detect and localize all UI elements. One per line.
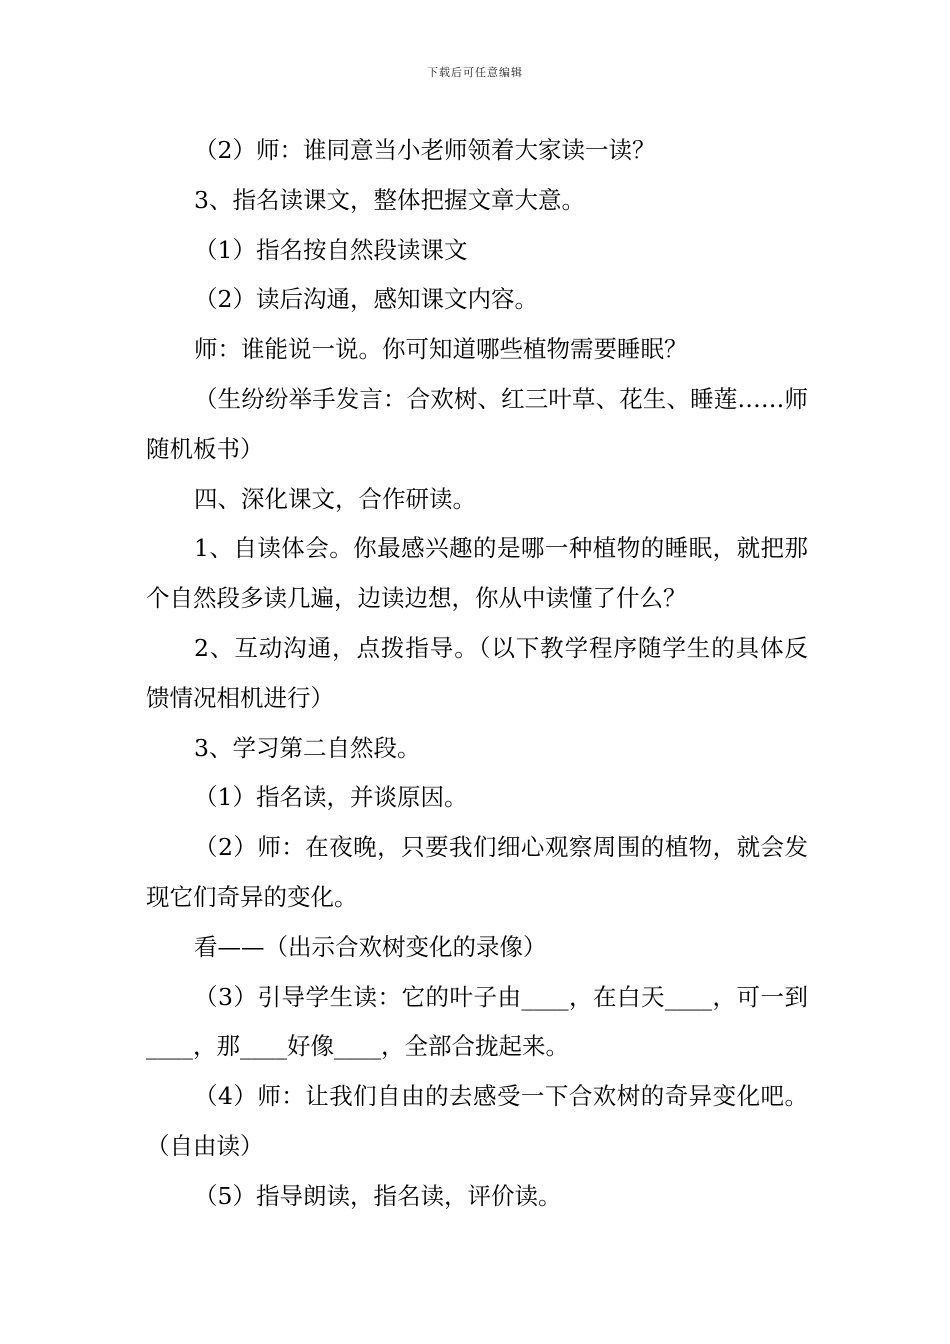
- paragraph: （2）读后沟通，感知课文内容。: [194, 285, 538, 314]
- paragraph: 3、学习第二自然段。: [194, 733, 421, 762]
- page-header: 下载后可任意编辑: [427, 66, 523, 79]
- paragraph: 3、指名读课文，整体把握文章大意。: [194, 185, 585, 214]
- document-body: [146, 126, 808, 1222]
- paragraph: （1）指名按自然段读课文: [194, 235, 468, 264]
- paragraph: （4）师：让我们自由的去感受一下合欢树的奇异变化吧。（自由读）: [146, 1082, 808, 1160]
- section-heading: 四、深化课文，合作研读。: [194, 484, 476, 513]
- paragraph: 2、互动沟通，点拨指导。（以下教学程序随学生的具体反馈情况相机进行）: [146, 633, 808, 712]
- paragraph: （1）指名读，并谈原因。: [194, 783, 468, 812]
- paragraph: （2）师：在夜晚，只要我们细心观察周围的植物，就会发现它们奇异的变化。: [146, 833, 808, 911]
- paragraph: 1、自读体会。你最感兴趣的是哪一种植物的睡眠，就把那个自然段多读几遍，边读边想，你从中读懂了什么？: [146, 534, 808, 613]
- paragraph: （3）引导学生读：它的叶子由____，在白天____，可一到____，那____好像____，全部合拢起来。: [146, 982, 808, 1061]
- paragraph: 看——（出示合欢树变化的录像）: [194, 932, 547, 961]
- paragraph: （5）指导朗读，指名读，评价读。: [194, 1181, 562, 1210]
- paragraph: 师：谁能说一说。你可知道哪些植物需要睡眠？: [194, 335, 688, 364]
- paragraph: （2）师：谁同意当小老师领着大家读一读？: [194, 136, 656, 164]
- paragraph: （生纷纷举手发言：合欢树、红三叶草、花生、睡莲……师随机板书）: [146, 384, 808, 463]
